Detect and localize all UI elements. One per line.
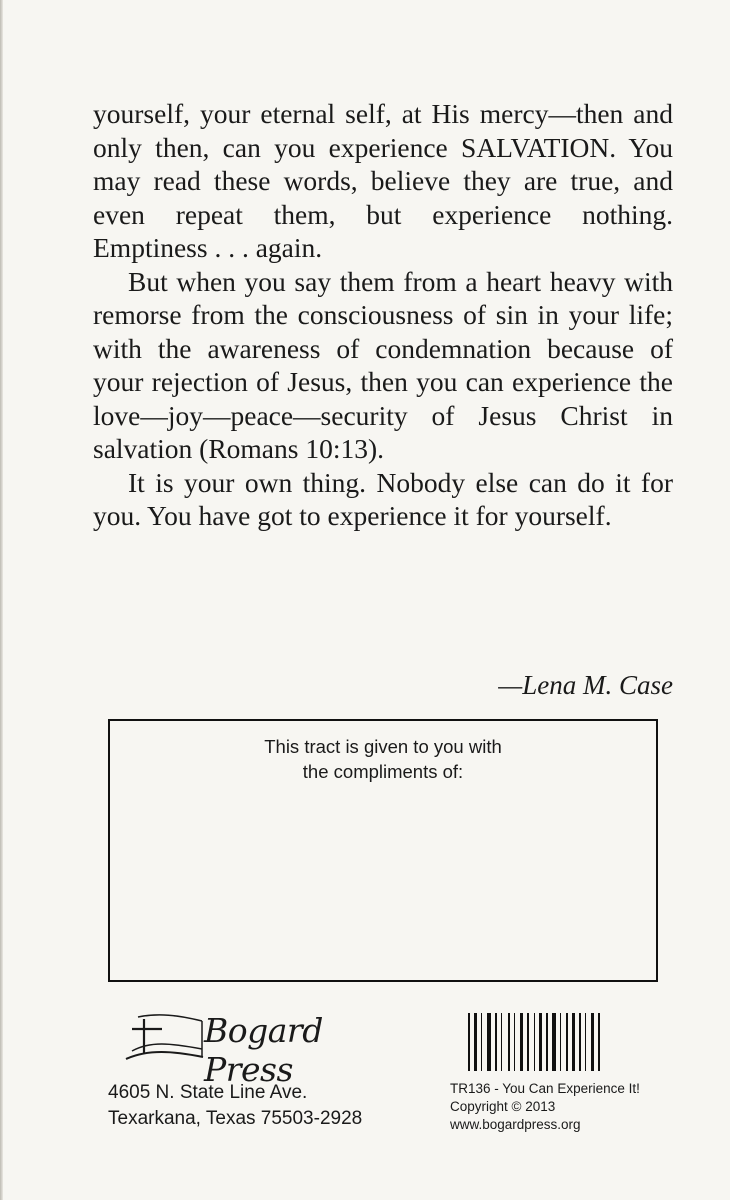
logo-text: Bogard Press [204, 1011, 323, 1089]
compliments-line-1: This tract is given to you with [264, 736, 502, 757]
compliments-line-2: the compliments of: [302, 761, 464, 782]
copyright-line: Copyright © 2013 [450, 1099, 556, 1114]
author-signature: —Lena M. Case [498, 670, 673, 700]
paragraph-3: It is your own thing. Nobody else can do it for you. You have got to experience it for yourself. [93, 466, 673, 531]
website-line: www.bogardpress.org [450, 1117, 581, 1132]
barcode-graphic [466, 1013, 630, 1071]
publisher-address [108, 1080, 362, 1132]
address-line-1: 4605 N. State Line Ave. [108, 1082, 308, 1103]
barcode [466, 1013, 630, 1071]
paragraph-1: yourself, your eternal self, at His mercy—then and only then, can you experience SALVATION. You may read these words, believe they are true, and even repeat them, but experience nothing. Emptiness . . . again. [93, 98, 673, 263]
tract-body [93, 97, 673, 533]
publisher-logo [118, 1007, 388, 1089]
compliments-box [108, 719, 658, 982]
page-edge [0, 0, 3, 1200]
paragraph-2: But when you say them from a heart heavy with remorse from the consciousness of sin in your life; with the awareness of condemnation because of your rejection of Jesus, then you can experience the love—joy—peace—security of Jesus Christ in salvation (Romans 10:13). [93, 265, 673, 464]
address-line-2: Texarkana, Texas 75503-2928 [108, 1108, 363, 1129]
tract-info [450, 1080, 640, 1134]
tract-code-title: TR136 - You Can Experience It! [450, 1081, 640, 1096]
